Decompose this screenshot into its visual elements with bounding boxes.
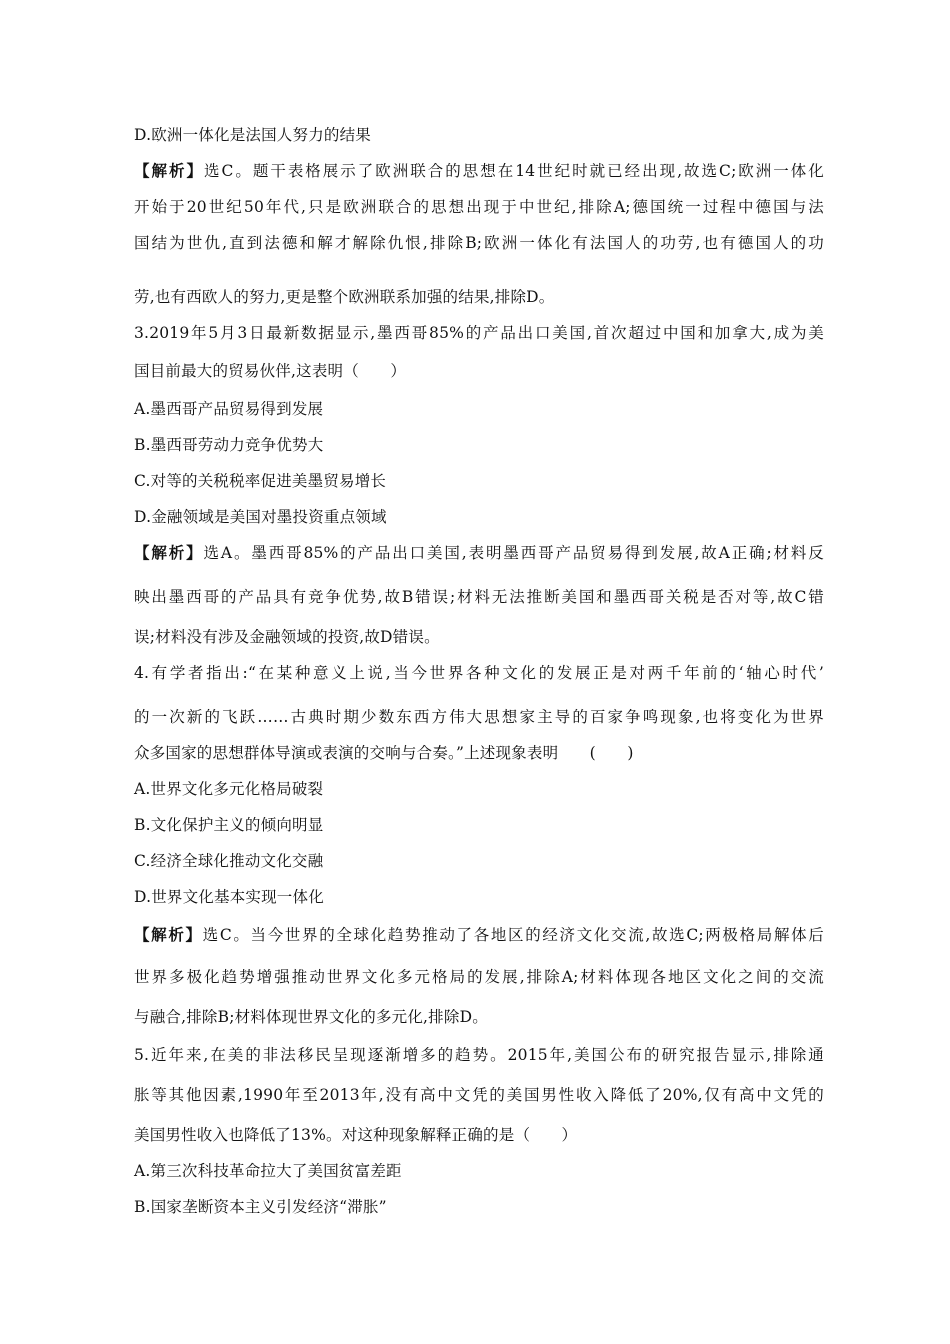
q5-option-b: B.国家垄断资本主义引发经济“滞胀” — [134, 1198, 387, 1216]
q3-option-d: D.金融领域是美国对墨投资重点领域 — [134, 508, 387, 526]
q3-stem-line-2: 国目前最大的贸易伙伴,这表明（ ） — [134, 362, 407, 380]
q4-option-b: B.文化保护主义的倾向明显 — [134, 816, 324, 834]
q2-analysis-line-3: 国结为世仇,直到法德和解才解除仇恨,排除B;欧洲一体化有法国人的功劳,也有德国人的功 — [134, 234, 824, 252]
q4-analysis-line-3: 与融合,排除B;材料体现世界文化的多元化,排除D。 — [134, 1008, 488, 1026]
q2-analysis-line-2: 开始于20世纪50年代,只是欧洲联合的思想出现于中世纪,排除A;德国统一过程中德国与法 — [134, 198, 824, 216]
q5-stem-line-3: 美国男性收入也降低了13%。对这种现象解释正确的是（ ） — [134, 1126, 578, 1144]
q5-option-a: A.第三次科技革命拉大了美国贫富差距 — [134, 1162, 402, 1180]
q3-analysis-line-2: 映出墨西哥的产品具有竞争优势,故B错误;材料无法推断美国和墨西哥关税是否对等,故C错 — [134, 588, 824, 606]
q3-analysis-line-3: 误;材料没有涉及金融领域的投资,故D错误。 — [134, 628, 440, 646]
q4-option-c: C.经济全球化推动文化交融 — [134, 852, 324, 870]
analysis-tag: 【解析】 — [134, 925, 203, 944]
analysis-tag: 【解析】 — [134, 161, 204, 180]
q4-analysis-line-1: 【解析】选C。当今世界的全球化趋势推动了各地区的经济文化交流,故选C;两极格局解体后 — [134, 925, 824, 944]
q2-analysis-line-4: 劳,也有西欧人的努力,更是整个欧洲联系加强的结果,排除D。 — [134, 288, 555, 306]
q4-stem-line-2: 的一次新的飞跃……古典时期少数东西方伟大思想家主导的百家争鸣现象,也将变化为世界 — [134, 708, 824, 726]
q3-option-b: B.墨西哥劳动力竞争优势大 — [134, 436, 324, 454]
q3-stem-line-1: 3.2019年5月3日最新数据显示,墨西哥85%的产品出口美国,首次超过中国和加拿大,成为美 — [134, 324, 824, 342]
q4-analysis-line-2: 世界多极化趋势增强推动世界文化多元格局的发展,排除A;材料体现各地区文化之间的交流 — [134, 968, 824, 986]
q3-option-c: C.对等的关税税率促进美墨贸易增长 — [134, 472, 387, 490]
q4-option-d: D.世界文化基本实现一体化 — [134, 888, 324, 906]
q3-analysis-line-1: 【解析】选A。墨西哥85%的产品出口美国,表明墨西哥产品贸易得到发展,故A正确;材料反 — [134, 543, 824, 562]
q5-stem-line-2: 胀等其他因素,1990年至2013年,没有高中文凭的美国男性收入降低了20%,仅有高中文凭的 — [134, 1086, 824, 1104]
q2-analysis-line-1: 【解析】选C。题干表格展示了欧洲联合的思想在14世纪时就已经出现,故选C;欧洲一体化 — [134, 161, 824, 180]
q4-option-a: A.世界文化多元化格局破裂 — [134, 780, 324, 798]
q5-stem-line-1: 5.近年来,在美的非法移民呈现逐渐增多的趋势。2015年,美国公布的研究报告显示,排除通 — [134, 1046, 824, 1064]
q2-option-d: D.欧洲一体化是法国人努力的结果 — [134, 126, 372, 144]
q4-stem-line-3: 众多国家的思想群体导演或表演的交响与合奏。”上述现象表明 ( ) — [134, 744, 634, 762]
q3-option-a: A.墨西哥产品贸易得到发展 — [134, 400, 324, 418]
analysis-tag: 【解析】 — [134, 543, 204, 562]
q4-stem-line-1: 4.有学者指出:“在某种意义上说,当今世界各种文化的发展正是对两千年前的‘轴心时代’ — [134, 664, 824, 682]
